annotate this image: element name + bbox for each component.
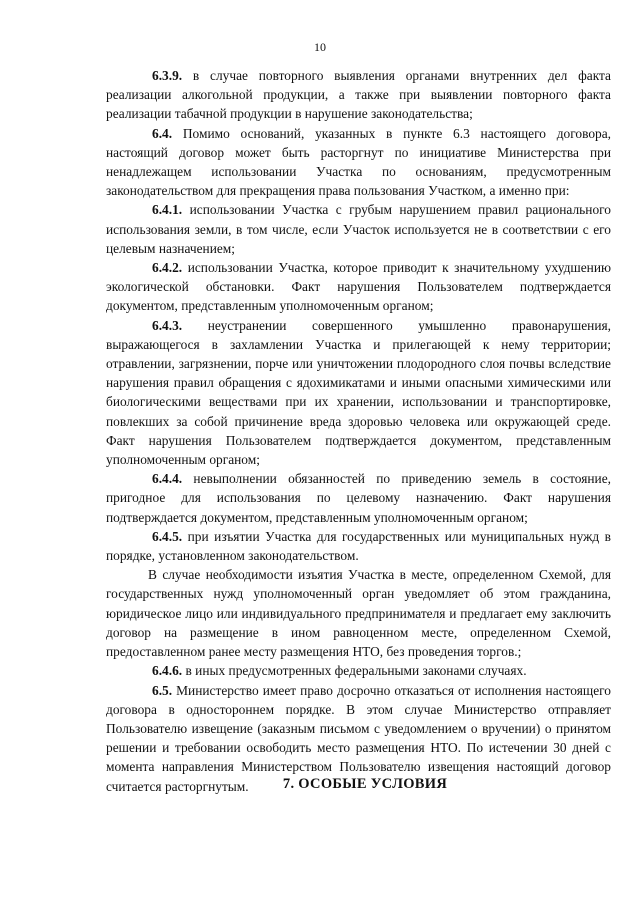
paragraph-6-4 xyxy=(106,124,611,201)
clause-text: при изъятии Участка для государственных или муниципальных нужд в порядке, установленном законодательством. xyxy=(106,528,611,564)
clause-text: неустранении совершенного умышленно правонарушения, выражающегося в захламлении Участка и прилегающей к нему территории; отравлении, загрязнении, порче или уничтожении плодородного слоя почвы вследствие нарушения правил обращения с ядохимикатами и иными опасными химическими или биологическими веществами при их хранении, использовании и транспортировке, повлекших за собой причинение вреда здоровью человека или окружающей среде. Факт нарушения Пользователем подтверждается документом, представленным уполномоченным органом; xyxy=(106,317,611,468)
clause-number: 6.4. xyxy=(152,125,173,141)
page-number: 10 xyxy=(314,40,326,54)
clause-number: 6.3.9. xyxy=(152,68,183,83)
clause-number: 6.4.1. xyxy=(152,202,183,218)
clause-text: в случае повторного выявления органами внутренних дел факта реализации алкогольной продукции, а также при выявлении повторного факта реализации табачной продукции в нарушение законодательства; xyxy=(106,68,611,122)
paragraph-6-4-2 xyxy=(106,258,611,316)
clause-text: использовании Участка, которое приводит к значительному ухудшению экологической обстановки. Факт нарушения Пользователем подтверждается документом, представленным уполномоченным органом; xyxy=(106,260,611,314)
paragraph-6-4-5 xyxy=(106,527,611,565)
clause-text: в иных предусмотренных федеральными законами случаях. xyxy=(182,663,527,679)
clause-text: использовании Участка с грубым нарушением правил рационального использования земли, в том числе, если Участок используется не в соответствии с его целевым назначением; xyxy=(106,202,611,256)
paragraph-6-3-9 xyxy=(106,66,611,124)
clause-text: В случае необходимости изъятия Участка в месте, определенном Схемой, для государственных нужд уполномоченный орган уведомляет об этом гражданина, юридическое лицо или индивидуального предпринимателя и предлагает ему заключить договор на размещение в ином равноценном месте, определенном Схемой, предоставленном ранее месту размещения НТО, без проведения торгов.; xyxy=(106,567,611,660)
paragraph-6-4-3 xyxy=(106,316,611,470)
paragraph-seizure-note xyxy=(106,565,611,661)
document-body xyxy=(106,66,611,796)
paragraph-6-4-1 xyxy=(106,200,611,258)
clause-number: 6.4.5. xyxy=(152,528,183,544)
clause-number: 6.4.6. xyxy=(152,663,183,679)
clause-text: Министерство имеет право досрочно отказаться от исполнения настоящего договора в одностороннем порядке. В этом случае Министерство отправляет Пользователю извещение (заказным письмом с уведомлением о вручении) о принятом решении и требовании освободить место размещения НТО. По истечении 30 дней с момента направления Министерством Пользователю извещения настоящий договор считается расторгнутым. xyxy=(106,682,611,794)
section-title: 7. ОСОБЫЕ УСЛОВИЯ xyxy=(282,776,448,792)
clause-text: невыполнении обязанностей по приведению земель в состояние, пригодное для использования по целевому назначению. Факт нарушения подтверждается документом, представленным уполномоченным органом; xyxy=(106,471,611,525)
clause-number: 6.4.4. xyxy=(152,471,183,487)
clause-number: 6.4.2. xyxy=(152,260,183,276)
clause-number: 6.4.3. xyxy=(152,317,183,333)
paragraph-6-4-4 xyxy=(106,469,611,527)
clause-text: Помимо оснований, указанных в пункте 6.3 настоящего договора, настоящий договор может быть расторгнут по инициативе Министерства при ненадлежащем использовании Участка по основаниям, предусмотренным законодательством для прекращения права пользования Участком, а именно при: xyxy=(106,125,611,199)
paragraph-6-4-6 xyxy=(106,661,611,680)
clause-number: 6.5. xyxy=(152,682,173,698)
